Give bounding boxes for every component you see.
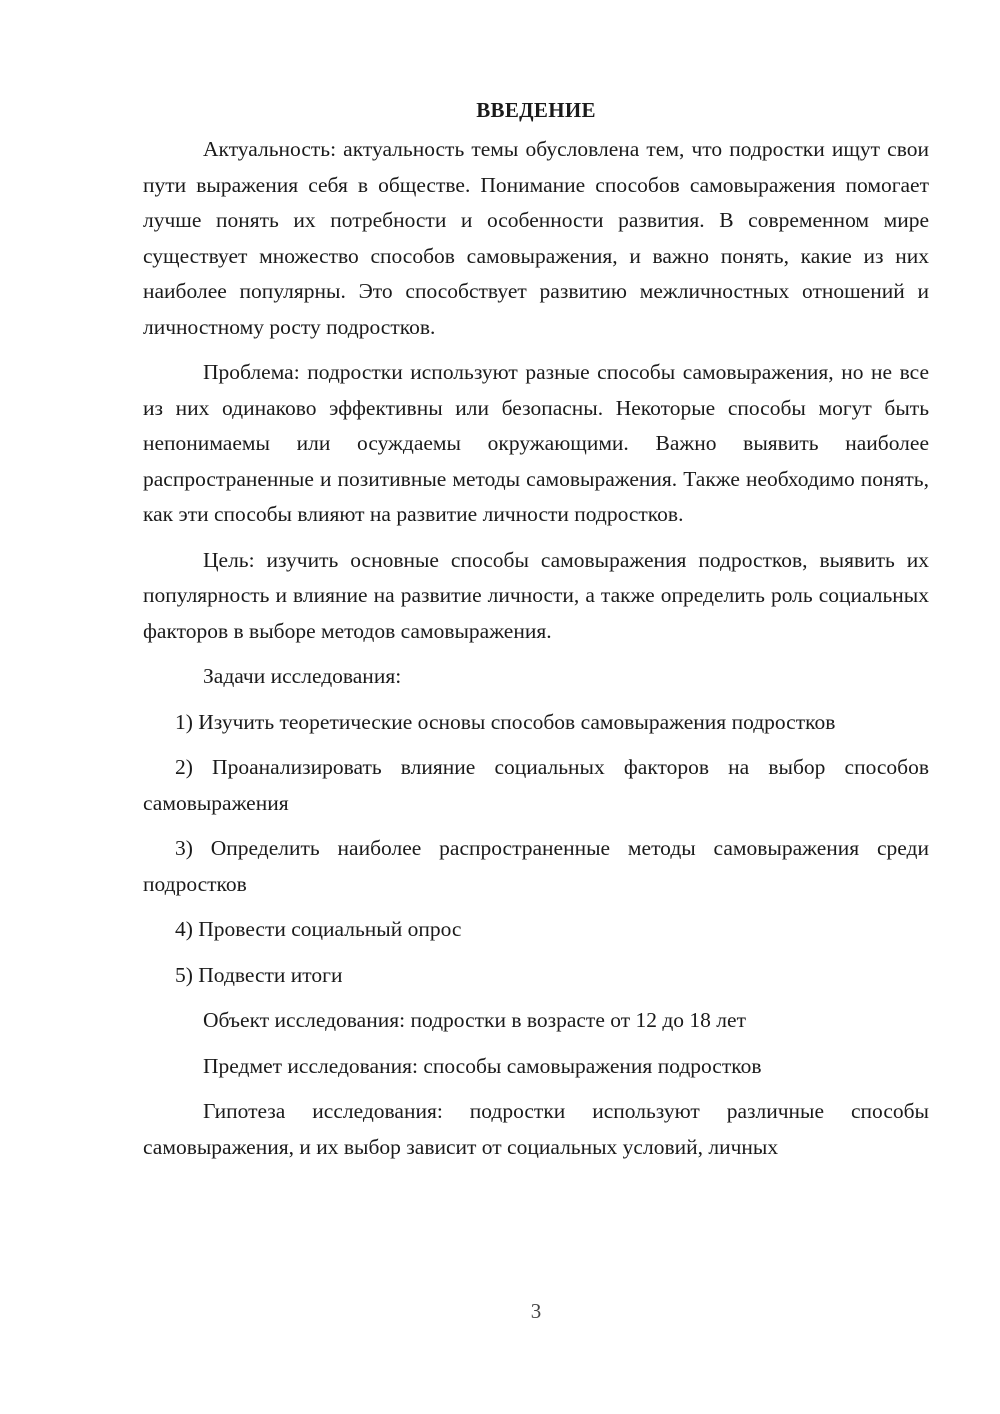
problem-paragraph: Проблема: подростки используют разные способы самовыражения, но не все из них одинаково эффективны или безопасны. Некоторые способы могут быть непонимаемы или осуждаемы окружающими. Важно выявить наиболее распространенные и позитивные методы самовыражения. Также необходимо понять, как эти способы влияют на развитие личности подростков.	[143, 360, 929, 526]
task-item: 3) Определить наиболее распространенные методы самовыражения среди подростков	[143, 836, 929, 896]
task-item: 4) Провести социальный опрос	[175, 917, 462, 941]
hypothesis-paragraph: Гипотеза исследования: подростки используют различные способы самовыражения, и их выбор зависит от социальных условий, личных	[143, 1099, 929, 1159]
task-item: 5) Подвести итоги	[175, 962, 343, 987]
object-paragraph: Объект исследования: подростки в возрасте от 12 до 18 лет	[203, 1008, 746, 1032]
tasks-heading: Задачи исследования:	[203, 664, 402, 688]
goal-paragraph: Цель: изучить основные способы самовыражения подростков, выявить их популярность и влияние на развитие личности, а также определить роль социальных факторов в выборе методов самовыражения.	[143, 547, 929, 643]
section-heading: ВВЕДЕНИЕ	[476, 98, 596, 122]
page-number: 3	[530, 1299, 542, 1323]
relevance-paragraph: Актуальность: актуальность темы обусловлена тем, что подростки ищут свои пути выражения себя в обществе. Понимание способов самовыражения помогает лучше понять их потребности и особенности развития. В современном мире существует множество способов самовыражения, и важно понять, какие из них наиболее популярны. Это способствует развитию межличностных отношений и личностному росту подростков.	[143, 137, 929, 339]
subject-paragraph: Предмет исследования: способы самовыражения подростков	[203, 1053, 762, 1078]
task-item: 1) Изучить теоретические основы способов самовыражения подростков	[175, 709, 836, 734]
document-page	[143, 92, 929, 1175]
task-item: 2) Проанализировать влияние социальных факторов на выбор способов самовыражения	[143, 755, 929, 815]
